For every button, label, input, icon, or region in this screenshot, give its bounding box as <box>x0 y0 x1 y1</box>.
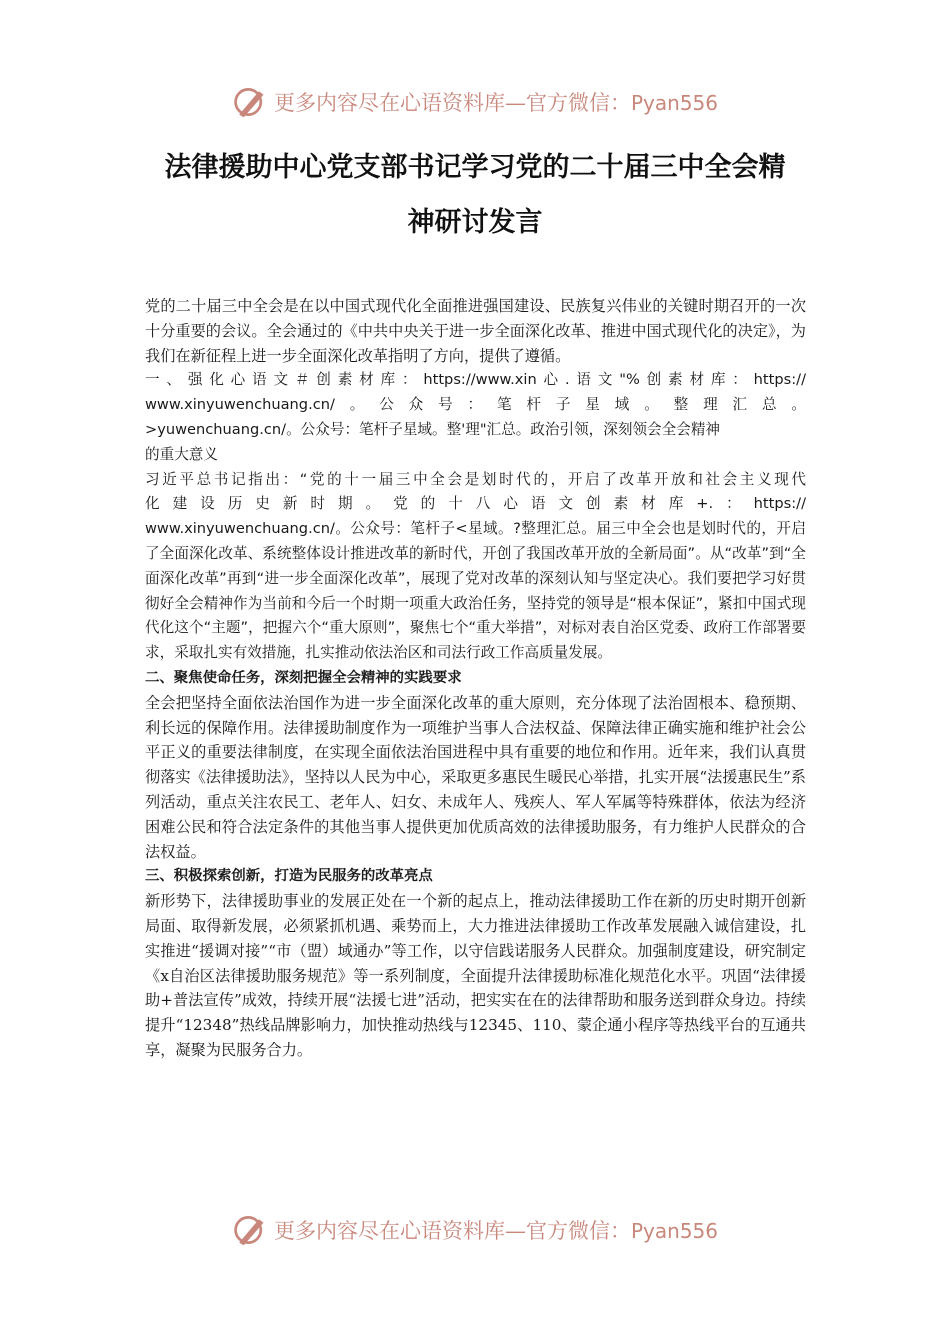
page-title <box>130 140 820 250</box>
section-1-paragraph-line-2: 化建设历史新时期。党的十八心语文创素材库+.：https:// <box>145 495 806 513</box>
pen-logo-icon <box>232 1212 268 1248</box>
section-3-paragraph: 新形势下，法律援助事业的发展正处在一个新的起点上，推动法律援助工作在新的历史时期开创新局面、取得新发展，必须紧抓机遇、乘势而上，大力推进法律援助工作改革发展融入诚信建设，扎实推进“援调对接”“市（盟）域通办”等工作，以守信践诺服务人民群众。加强制度建设，研究制定《x自治区法律援助服务规范》等一系列制度，全面提升法律援助标准化规范化水平。巩固“法律援助+普法宣传”成效，持续开展“法援七进”活动，把实实在在的法律帮助和服务送到群众身边。持续提升“12348”热线品牌影响力，加快推动热线与12345、110、蒙企通小程序等热线平台的互通共享，凝聚为民服务合力。 <box>145 892 806 1059</box>
banner-wechat-id: Pyan556 <box>630 1219 718 1243</box>
section-1-heading-line-4: 的重大意义 <box>145 445 218 463</box>
section-1-paragraph-line-1: 习近平总书记指出：“党的十一届三中全会是划时代的，开启了改革开放和社会主义现代 <box>145 470 806 488</box>
section-2-paragraph: 全会把坚持全面依法治国作为进一步全面深化改革的重大原则，充分体现了法治固根本、稳预期、利长远的保障作用。法律援助制度作为一项维护当事人合法权益、保障法律正确实施和维护社会公平正义的重要法律制度，在实现全面依法治国进程中具有重要的地位和作用。近年来，我们认真贯彻落实《法律援助法》，坚持以人民为中心，采取更多惠民生暖民心举措，扎实开展“法援惠民生”系列活动，重点关注农民工、老年人、妇女、未成年人、残疾人、军人军属等特殊群体，依法为经济困难公民和符合法定条件的其他当事人提供更加优质高效的法律援助服务，有力维护人民群众的合法权益。 <box>145 693 806 861</box>
section-1-heading-line-2: www.xinyuwenchuang.cn/。公众号：笔杆子星域。整理汇总。 <box>145 396 806 414</box>
banner-text: 更多内容尽在心语资料库—官方微信：Pyan556 <box>273 91 718 115</box>
intro-paragraph: 党的二十届三中全会是在以中国式现代化全面推进强国建设、民族复兴伟业的关键时期召开的一次十分重要的会议。全会通过的《中共中央关于进一步全面深化改革、推进中国式现代化的决定》，为我们在新征程上进一步全面深化改革指明了方向，提供了遵循。 <box>145 297 806 365</box>
watermark-banner-top <box>0 80 950 124</box>
title-line-2: 神研讨发言 <box>407 207 543 238</box>
document-body <box>145 294 806 1063</box>
section-3-heading: 三、积极探索创新，打造为民服务的改革亮点 <box>145 868 433 885</box>
section-2-heading: 二、聚焦使命任务，深刻把握全会精神的实践要求 <box>145 669 462 686</box>
banner-text: 更多内容尽在心语资料库—官方微信：Pyan556 <box>273 1219 718 1243</box>
section-1-heading-line-1: 一、强化心语文＃创素材库：https://www.xin心.语文"%创素材库：https:// <box>145 371 806 389</box>
section-1-heading-line-3: >yuwenchuang.cn/。公众号：笔杆子星域。整'理"汇总。政治引领，深刻领会全会精神 <box>145 420 721 438</box>
watermark-banner-bottom <box>0 1208 950 1252</box>
pen-logo-icon <box>232 84 268 120</box>
section-1-paragraph: www.xinyuwenchuang.cn/。公众号：笔杆子<星域。?整理汇总。届三中全会也是划时代的，开启了全面深化改革、系统整体设计推进改革的新时代，开创了我国改革开放的全新局面”。从“改革”到“全面深化改革”再到“进一步全面深化改革”，展现了党对改革的深刻认知与坚定决心。我们要把学习好贯彻好全会精神作为当前和今后一个时期一项重大政治任务，坚持党的领导是“根本保证”，紧扣中国式现代化这个“主题”，把握六个“重大原则”，聚焦七个“重大举措”，对标对表自治区党委、政府工作部署要求，采取扎实有效措施，扎实推动依法治区和司法行政工作高质量发展。 <box>145 520 806 662</box>
banner-wechat-id: Pyan556 <box>630 91 718 115</box>
title-line-1: 法律援助中心党支部书记学习党的二十届三中全会精 <box>164 152 786 183</box>
